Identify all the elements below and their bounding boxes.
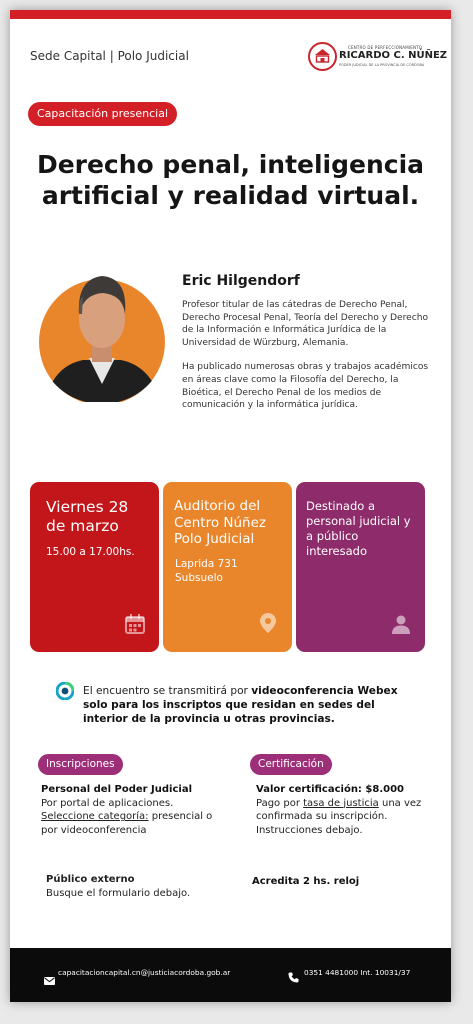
public-registration <box>46 873 190 901</box>
venue-address <box>175 558 285 585</box>
contact-footer <box>10 948 451 1002</box>
accreditation-hours: Acredita 2 hs. reloj <box>252 876 360 887</box>
seleccione-categoria-link[interactable]: Seleccione categoría: <box>41 811 149 823</box>
location-box <box>163 482 292 652</box>
webex-notice-emphasis: videoconferencia Webex solo para los inscriptos que residan en sedes del interior de la provincia u otras provincias. <box>83 685 398 725</box>
sede-label: Sede Capital | Polo Judicial <box>30 49 189 63</box>
audience-text: Destinado a personal judicial y a público interesado <box>306 499 411 558</box>
calendar-icon <box>125 614 145 638</box>
event-title: Derecho penal, inteligencia artificial y realidad virtual. <box>36 150 425 210</box>
speaker-photo <box>35 262 170 402</box>
audience-box <box>296 482 425 652</box>
certificacion-post: una vez confirmada su inscripción. Instrucciones debajo. <box>256 797 422 836</box>
flyer <box>10 10 451 1002</box>
public-heading: Público externo <box>46 874 135 885</box>
venue-address-line-1: Laprida 731 <box>175 558 238 570</box>
certificacion-badge: Certificación <box>250 754 332 775</box>
building-emblem-icon <box>308 42 337 71</box>
inscripciones-line-2: presencial o por videoconferencia <box>41 811 213 836</box>
venue-address-line-2: Subsuelo <box>175 571 223 584</box>
certificacion-details <box>256 783 436 837</box>
webex-notice-intro: El encuentro se transmitirá por <box>83 685 252 697</box>
date-box <box>30 482 159 652</box>
location-pin-icon <box>258 612 278 638</box>
logo-line-3: PODER JUDICIAL DE LA PROVINCIA DE CÓRDOBA <box>339 63 425 67</box>
contact-phone[interactable]: 0351 4481000 Int. 10031/37 <box>304 968 411 977</box>
tasa-de-justicia-link[interactable]: tasa de justicia <box>303 797 379 809</box>
speaker-bio-paragraph-1: Profesor titular de las cátedras de Derecho Penal, Derecho Procesal Penal, Teoría del Derecho y Derecho de la Información e Informática Jurídica de la Universidad de Würzburg, Alemania. <box>182 300 429 348</box>
public-text: Busque el formulario debajo. <box>46 888 191 899</box>
contact-email[interactable]: capacitacioncapital.cn@justiciacordoba.gob.ar <box>58 968 231 977</box>
inscripciones-heading: Personal del Poder Judicial <box>41 784 193 795</box>
date-line-2: de marzo <box>46 517 119 535</box>
venue-name: Auditorio del Centro Núñez Polo Judicial <box>174 498 266 547</box>
inscripciones-details <box>41 783 231 837</box>
top-accent-bar <box>10 10 451 19</box>
inscripciones-line-1: Por portal de aplicaciones. <box>41 797 174 809</box>
speaker-bio-paragraph-2: Ha publicado numerosas obras y trabajos académicos en áreas clave como la Filosofía del Derecho, la Bioética, el Derecho Penal de los medios de comunicación y la informática jurídica. <box>182 362 429 411</box>
date-line-1: Viernes 28 <box>46 498 129 516</box>
training-type-badge: Capacitación presencial <box>28 102 177 126</box>
webex-notice <box>83 684 423 726</box>
webex-icon <box>56 682 74 700</box>
phone-icon <box>288 968 299 987</box>
certificacion-heading: Valor certificación: $8.000 <box>256 784 405 795</box>
inscripciones-badge: Inscripciones <box>38 754 123 775</box>
certificacion-pre: Pago por <box>256 797 304 809</box>
date-text <box>46 498 128 536</box>
logo-line-1: CENTRO DE PERFECCIONAMIENTO <box>348 45 423 50</box>
logo-line-2: RICARDO C. NÚÑEZ <box>339 50 448 61</box>
centro-nunez-logo <box>308 42 448 72</box>
speaker-name: Eric Hilgendorf <box>182 273 300 289</box>
time-text: 15.00 a 17.00hs. <box>46 546 135 558</box>
mail-icon <box>44 970 55 989</box>
speaker-bio <box>182 299 432 412</box>
person-icon <box>391 614 411 638</box>
